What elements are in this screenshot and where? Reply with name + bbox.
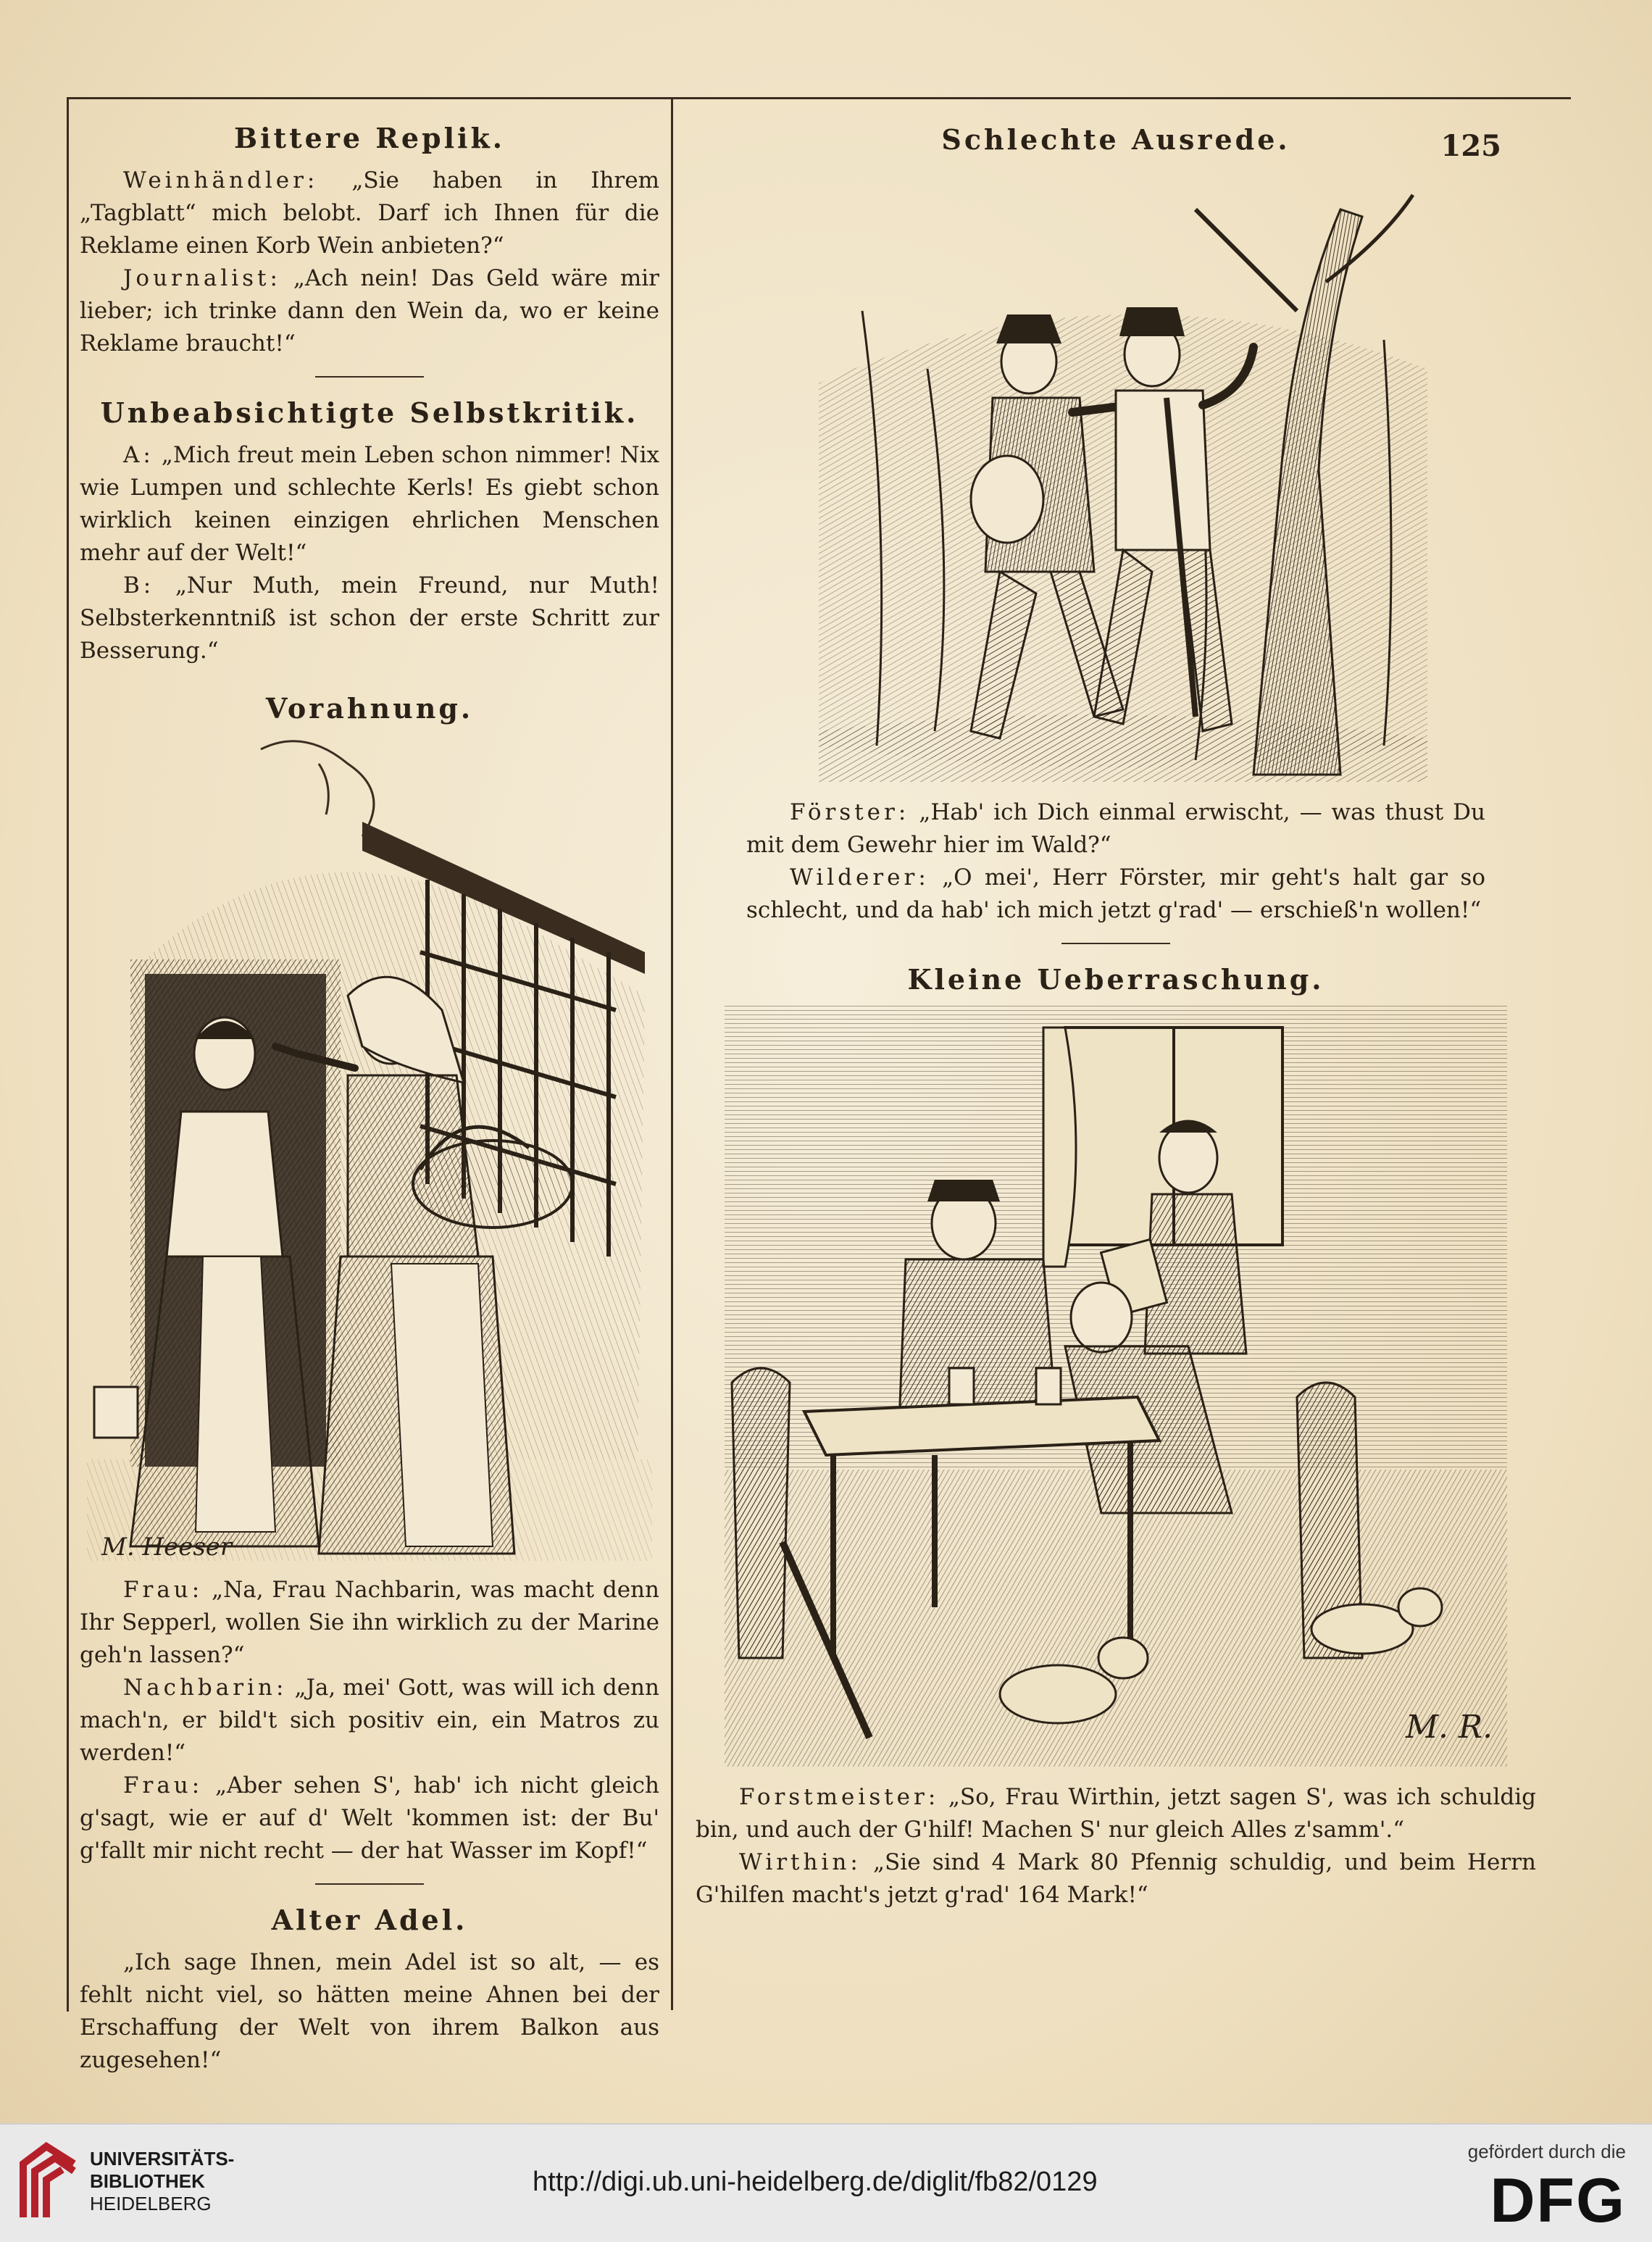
funding-note: gefördert durch die <box>1467 2141 1626 2162</box>
speaker-name: B: <box>123 572 155 599</box>
speaker-name: Förster: <box>790 799 910 825</box>
left-column <box>80 116 659 2077</box>
speaker-name: Wilderer: <box>790 864 930 891</box>
section-title: Vorahnung. <box>265 692 474 725</box>
column-divider <box>671 97 673 2010</box>
dialogue-paragraph <box>696 796 1536 862</box>
dialogue-text: „Ach nein! Das Geld wäre mir lieber; ich trinke dann den Wein da, wo er keine Reklame braucht!“ <box>80 265 659 357</box>
dialogue-paragraph <box>80 1574 659 1672</box>
divider <box>315 1883 424 1885</box>
dialogue-paragraph <box>80 570 659 667</box>
illustration-forester-poacher <box>790 166 1442 782</box>
divider <box>315 376 424 378</box>
dialogue-paragraph <box>80 1672 659 1770</box>
dialogue-text: „Sie haben in Ihrem „Tagblatt“ mich belobt. Darf ich Ihnen für die Reklame einen Korb Wein anbieten?“ <box>80 167 659 259</box>
speaker-name: Wirthin: <box>739 1849 862 1875</box>
library-name <box>90 2148 234 2215</box>
permalink-url[interactable]: http://digi.ub.uni-heidelberg.de/diglit/fb82/0129 <box>533 2167 1098 2197</box>
speaker-name: Nachbarin: <box>123 1675 288 1701</box>
dialogue-text: „O mei', Herr Förster, mir geht's halt gar so schlecht, und da hab' ich mich jetzt g'rad' — erschieß'n wollen!“ <box>746 864 1485 923</box>
speaker-name: Frau: <box>123 1772 204 1799</box>
dialogue-paragraph <box>80 262 659 360</box>
speaker-name: Weinhändler: <box>123 167 319 193</box>
dialogue-paragraph <box>696 1781 1536 1846</box>
library-logo-icon <box>17 2142 80 2223</box>
library-name-line: HEIDELBERG <box>90 2193 212 2214</box>
dialogue-text: „Ich sage Ihnen, mein Adel ist so alt, — es fehlt nicht viel, so hätten meine Ahnen bei der Erschaffung der Welt von ihrem Balkon aus zugesehen!“ <box>80 1949 659 2073</box>
speaker-name: A: <box>123 442 154 468</box>
speaker-name: Frau: <box>123 1577 204 1603</box>
section-title: Alter Adel. <box>271 1904 468 1936</box>
dialogue-paragraph <box>80 1770 659 1867</box>
section-title: Schlechte Ausrede. <box>941 123 1290 156</box>
dialogue-text: „Aber sehen S', hab' ich nicht gleich g'sagt, wie er auf d' Welt 'kommen ist: der Bu' g'fallt mir nicht recht — der hat Wasser im Kopf!“ <box>80 1772 659 1864</box>
library-name-line: BIBLIOTHEK <box>90 2170 205 2192</box>
dialogue-paragraph <box>80 164 659 262</box>
dialogue-text: „Na, Frau Nachbarin, was macht denn Ihr Sepperl, wollen Sie ihn wirklich zu der Marine geh'n lassen?“ <box>80 1577 659 1668</box>
dialogue-text: „Mich freut mein Leben schon nimmer! Nix wie Lumpen und schlechte Kerls! Es giebt schon wirklich keinen einzigen ehrlichen Menschen mehr auf der Welt!“ <box>80 442 659 566</box>
page-number: 125 <box>1440 129 1501 163</box>
artist-signature: M. Heeser <box>101 1533 233 1561</box>
dialogue-paragraph <box>80 1946 659 2077</box>
dialogue-text: „So, Frau Wirthin, jetzt sagen S', was ich schuldig bin, und auch der G'hilf! Machen S' nur gleich Alles z'samm'.“ <box>696 1784 1536 1843</box>
speaker-name: Forstmeister: <box>739 1784 940 1810</box>
dialogue-paragraph <box>696 862 1536 927</box>
dialogue-text: „Sie sind 4 Mark 80 Pfennig schuldig, und beim Herrn G'hilfen macht's jetzt g'rad' 164 Mark!“ <box>696 1849 1536 1908</box>
right-column <box>696 116 1536 1912</box>
section-title: Unbeabsichtigte Selbstkritik. <box>100 396 639 429</box>
artist-signature: M. R. <box>1406 1709 1493 1746</box>
section-title: Kleine Ueberraschung. <box>907 963 1324 996</box>
viewer-footer <box>0 2123 1652 2242</box>
divider <box>1061 943 1170 944</box>
speaker-name: Journalist: <box>123 265 281 291</box>
illustration-two-women <box>87 735 652 1561</box>
illustration-tavern-scene <box>725 1006 1507 1767</box>
dialogue-text: „Hab' ich Dich einmal erwischt, — was thust Du mit dem Gewehr hier im Wald?“ <box>746 799 1485 858</box>
dfg-logo: DFG <box>1490 2166 1626 2235</box>
dialogue-text: „Ja, mei' Gott, was will ich denn mach'n, er bild't sich positiv ein, ein Matros zu werden!“ <box>80 1675 659 1766</box>
section-title: Bittere Replik. <box>233 122 506 154</box>
dialogue-text: „Nur Muth, mein Freund, nur Muth! Selbsterkenntniß ist schon der erste Schritt zur Besserung.“ <box>80 572 659 664</box>
dialogue-paragraph <box>696 1846 1536 1912</box>
left-border <box>67 97 69 2012</box>
dialogue-paragraph <box>80 439 659 570</box>
library-name-line: UNIVERSITÄTS- <box>90 2148 235 2170</box>
